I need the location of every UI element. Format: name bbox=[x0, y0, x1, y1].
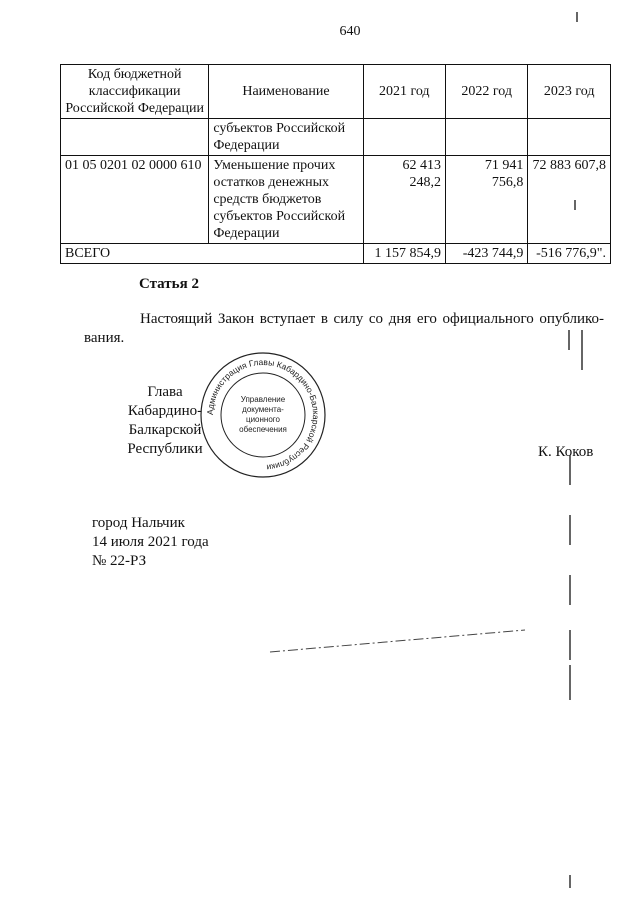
article-text: Настоящий Закон вступает в силу со дня его официального опублико-вания. bbox=[84, 311, 604, 346]
stamp-ring-text: Администрация Главы Кабардино-Балкарской Республики bbox=[204, 356, 322, 473]
row-2023: 72 883 607,8 bbox=[528, 156, 611, 244]
signature-line: Кабардино-Балкарской bbox=[127, 403, 203, 438]
footer-number: № 22-РЗ bbox=[92, 553, 147, 569]
stamp-center-line: ционного bbox=[246, 415, 280, 424]
stamp-center-line: обеспечения bbox=[239, 425, 287, 434]
total-2023: -516 776,9". bbox=[528, 244, 611, 264]
stamp-center-line: документа- bbox=[242, 405, 284, 414]
signature-line: Глава bbox=[147, 384, 183, 400]
footer-city: город Нальчик bbox=[92, 515, 185, 531]
page-number: 640 bbox=[339, 24, 361, 39]
total-label: ВСЕГО bbox=[61, 244, 364, 264]
signatory-name: К. Коков bbox=[538, 444, 594, 460]
row-name: субъектов Российской Федерации bbox=[209, 119, 363, 156]
stamp-center-line: Управление bbox=[240, 395, 286, 404]
header-code: Код бюджетной классификации Российской Федерации bbox=[61, 65, 209, 119]
header-name: Наименование bbox=[209, 65, 363, 119]
header-2022: 2022 год bbox=[445, 65, 527, 119]
footer-date: 14 июля 2021 года bbox=[92, 534, 209, 550]
total-2021: 1 157 854,9 bbox=[363, 244, 445, 264]
row-name: Уменьшение прочих остатков денежных средств бюджетов субъектов Российской Федерации bbox=[209, 156, 363, 244]
row-2022: 71 941 756,8 bbox=[445, 156, 527, 244]
header-2023: 2023 год bbox=[528, 65, 611, 119]
signature-line: Республики bbox=[127, 441, 203, 457]
article-title: Статья 2 bbox=[139, 276, 199, 292]
row-code: 01 05 0201 02 0000 610 bbox=[61, 156, 209, 244]
row-2021: 62 413 248,2 bbox=[363, 156, 445, 244]
header-2021: 2021 год bbox=[363, 65, 445, 119]
total-2022: -423 744,9 bbox=[445, 244, 527, 264]
